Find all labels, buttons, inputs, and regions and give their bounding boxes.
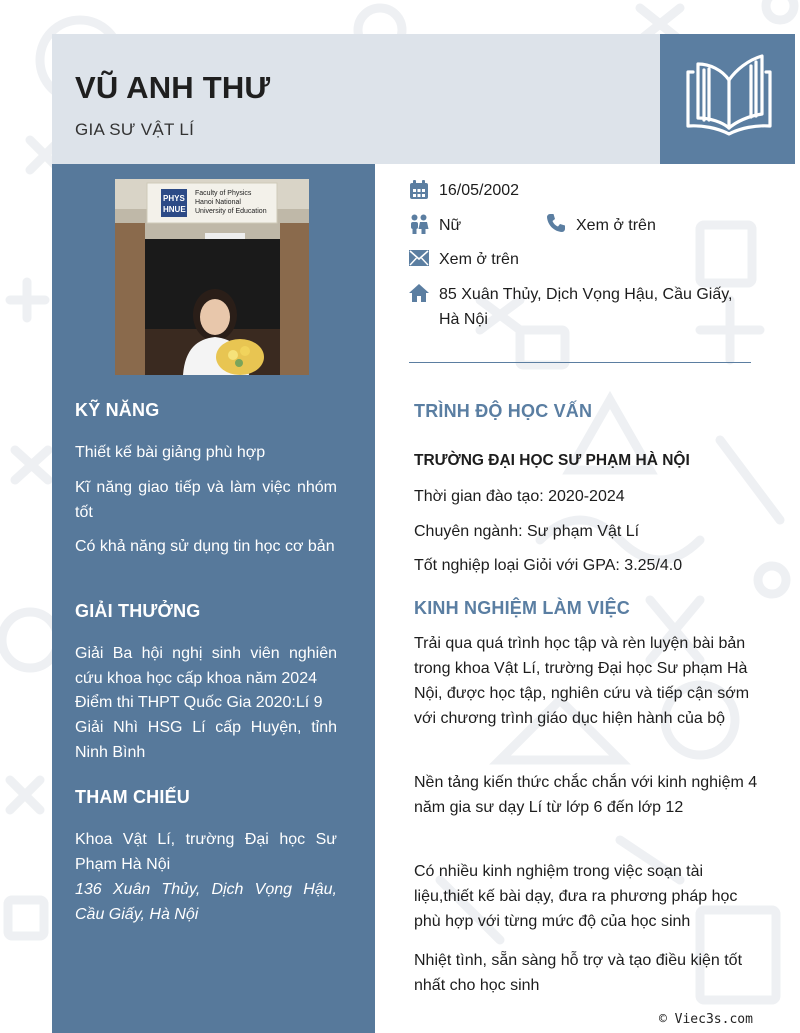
birthday-value: 16/05/2002 [439,182,520,199]
header [52,34,660,164]
home-icon [409,284,429,302]
address-value: 85 Xuân Thủy, Dịch Vọng Hậu, Cầu Giấy, Hà Nội [439,286,733,328]
svg-text:PHYS: PHYS [163,194,185,203]
awards-heading: GIẢI THƯỞNG [75,601,201,621]
education-graduation: Tốt nghiệp loại Giỏi với GPA: 3.25/4.0 [414,557,683,574]
skill-item: Thiết kế bài giảng phù hợp [75,444,266,461]
education-major: Chuyên ngành: Sư phạm Vật Lí [414,523,640,540]
calendar-icon [409,180,429,200]
reference-org: Khoa Vật Lí, trường Đại học Sư Phạm Hà Nội [75,831,337,873]
divider [409,362,751,363]
envelope-icon [409,250,429,266]
open-book-icon [682,50,776,142]
svg-text:HNUE: HNUE [163,205,186,214]
award-item: Giải Ba hội nghị sinh viên nghiên cứu khoa học cấp khoa năm 2024 [75,645,337,687]
skills-heading: KỸ NĂNG [75,400,160,420]
experience-item: Nhiệt tình, sẵn sàng hỗ trợ và tạo điều kiện tốt nhất cho học sinh [414,952,743,994]
reference-address: 136 Xuân Thủy, Dịch Vọng Hậu, Cầu Giấy, Hà Nội [75,881,337,923]
logo-box [660,34,795,164]
experience-item: Có nhiều kinh nghiệm trong việc soạn tài liệu,thiết kế bài dạy, đưa ra phương pháp học phù hợp với từng mức độ của học sinh [414,863,738,930]
email-value[interactable]: Xem ở trên [439,251,519,268]
experience-heading: KINH NGHIỆM LÀM VIỆC [414,598,631,618]
skill-item: Có khả năng sử dụng tin học cơ bản [75,538,335,555]
sidebar [52,164,375,1033]
education-period: Thời gian đào tạo: 2020-2024 [414,488,625,505]
education-heading: TRÌNH ĐỘ HỌC VẤN [414,401,593,421]
references-heading: THAM CHIẾU [75,787,190,807]
svg-text:Faculty of Physics: Faculty of Physics [195,190,252,197]
candidate-name: VŨ ANH THƯ [75,70,271,105]
profile-photo [115,179,309,375]
award-item: Giải Nhì HSG Lí cấp Huyện, tỉnh Ninh Bình [75,719,337,761]
skill-item: Kĩ năng giao tiếp và làm việc nhóm tốt [75,479,337,521]
phone-value[interactable]: Xem ở trên [576,217,656,234]
phone-icon [546,213,566,233]
gender-value: Nữ [439,217,462,234]
experience-item: Nền tảng kiến thức chắc chắn với kinh nghiệm 4 năm gia sư dạy Lí từ lớp 6 đến lớp 12 [414,774,758,816]
education-school: TRƯỜNG ĐẠI HỌC SƯ PHẠM HÀ NỘI [414,452,690,469]
people-icon [409,214,429,234]
experience-item: Trải qua quá trình học tập và rèn luyện bài bản trong khoa Vật Lí, trường Đại học Sư phạm Hà Nội, được học tập, nghiên cứu và tiếp cận sớm với chương trình giáo dục hiện hành của bộ [414,635,750,727]
svg-text:Hanoi National: Hanoi National [195,199,241,206]
candidate-role: GIA SƯ VẬT LÍ [75,120,195,139]
svg-text:University of Education: University of Education [195,208,267,215]
award-item: Điểm thi THPT Quốc Gia 2020:Lí 9 [75,694,323,711]
watermark: © Viec3s.com [659,1012,753,1027]
